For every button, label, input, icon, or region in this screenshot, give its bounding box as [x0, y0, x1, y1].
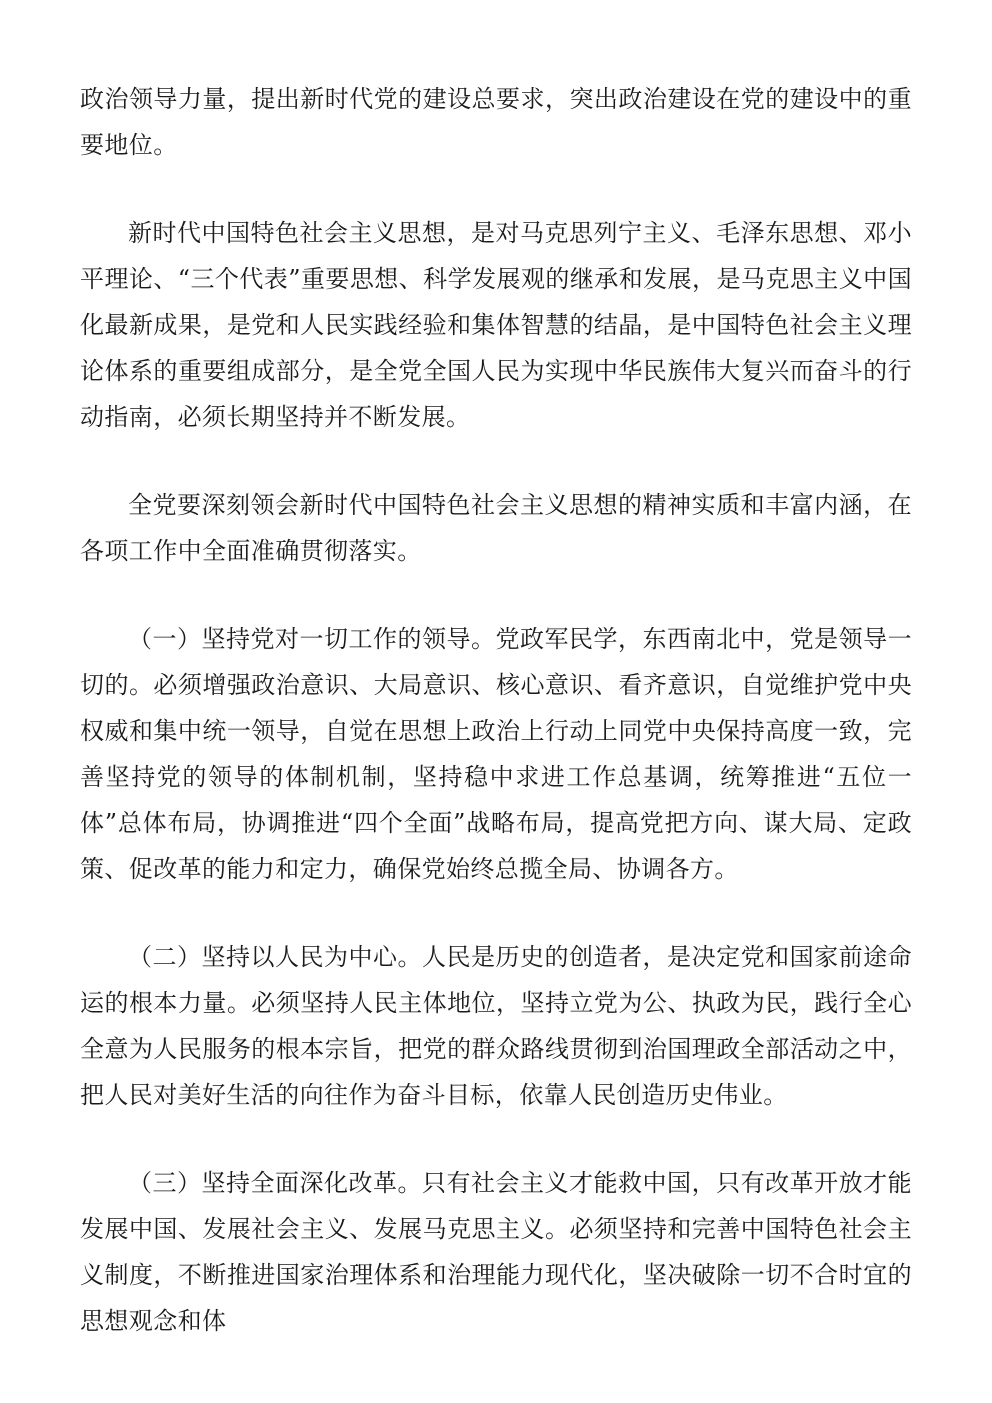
paragraph-continuation: 政治领导力量，提出新时代党的建设总要求，突出政治建设在党的建设中的重要地位。: [80, 85, 912, 159]
paragraph-implementation: 全党要深刻领会新时代中国特色社会主义思想的精神实质和丰富内涵，在各项工作中全面准确贯彻落实。: [80, 491, 912, 565]
paragraph-point-1-party-leadership: （一）坚持党对一切工作的领导。党政军民学，东西南北中，党是领导一切的。必须增强政治意识、大局意识、核心意识、看齐意识，自觉维护党中央权威和集中统一领导，自觉在思想上政治上行动上同党中央保持高度一致，完善坚持党的领导的体制机制，坚持稳中求进工作总基调，统筹推进“五位一体”总体布局，协调推进“四个全面”战略布局，提高党把方向、谋大局、定政策、促改革的能力和定力，确保党始终总揽全局、协调各方。: [80, 625, 912, 883]
paragraph-point-3-deepen-reform: （三）坚持全面深化改革。只有社会主义才能救中国，只有改革开放才能发展中国、发展社会主义、发展马克思主义。必须坚持和完善中国特色社会主义制度，不断推进国家治理体系和治理能力现代化，坚决破除一切不合时宜的思想观念和体: [80, 1169, 912, 1335]
paragraph-point-2-people-centered: （二）坚持以人民为中心。人民是历史的创造者，是决定党和国家前途命运的根本力量。必须坚持人民主体地位，坚持立党为公、执政为民，践行全心全意为人民服务的根本宗旨，把党的群众路线贯彻到治国理政全部活动之中，把人民对美好生活的向往作为奋斗目标，依靠人民创造历史伟业。: [80, 943, 912, 1109]
paragraph-thought-definition: 新时代中国特色社会主义思想，是对马克思列宁主义、毛泽东思想、邓小平理论、“三个代表”重要思想、科学发展观的继承和发展，是马克思主义中国化最新成果，是党和人民实践经验和集体智慧的结晶，是中国特色社会主义理论体系的重要组成部分，是全党全国人民为实现中华民族伟大复兴而奋斗的行动指南，必须长期坚持并不断发展。: [80, 219, 912, 431]
document-body: [80, 76, 912, 1344]
